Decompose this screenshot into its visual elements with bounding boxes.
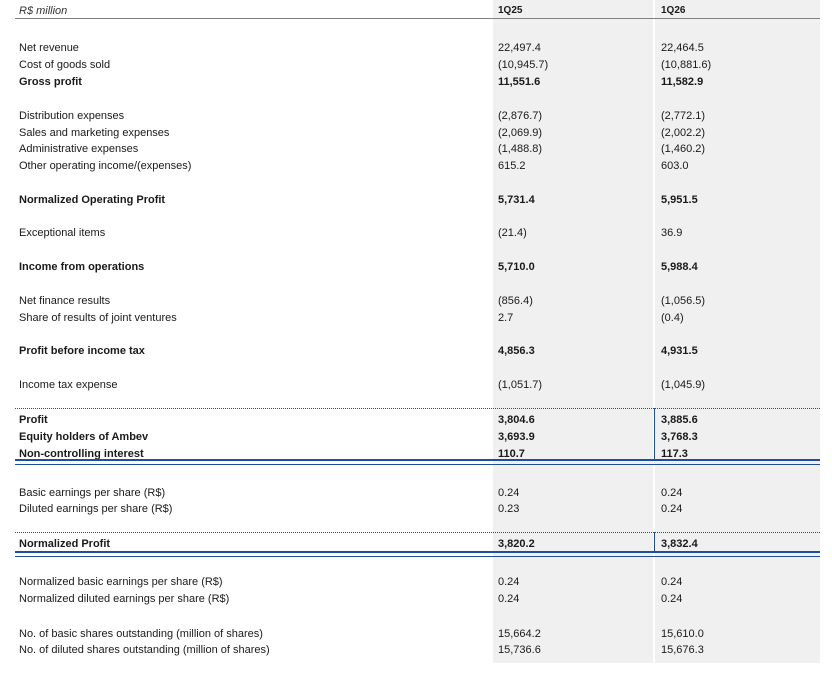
row-value-1q25: 4,856.3 <box>498 345 535 357</box>
row-value-1q25: 615.2 <box>498 160 526 172</box>
row-value-1q26: 0.24 <box>661 487 683 499</box>
row-value-1q25: 0.24 <box>498 487 520 499</box>
row-value-1q25: 2.7 <box>498 312 514 324</box>
row-value-1q26: (2,772.1) <box>661 110 706 122</box>
row-value-1q26: 4,931.5 <box>661 345 698 357</box>
profit-block-bottom-border <box>15 459 820 465</box>
row-label: Normalized Profit <box>19 538 111 550</box>
row-label: Net revenue <box>19 42 79 54</box>
row-value-1q26: 0.24 <box>661 593 683 605</box>
row-label: Share of results of joint ventures <box>19 312 177 324</box>
row-label: Profit before income tax <box>19 345 145 357</box>
row-value-1q26: 5,951.5 <box>661 194 698 206</box>
row-value-1q25: 11,551.6 <box>498 76 541 88</box>
row-value-1q26: 11,582.9 <box>661 76 704 88</box>
row-value-1q26: 36.9 <box>661 227 683 239</box>
row-label: No. of diluted shares outstanding (million of shares) <box>19 644 270 656</box>
row-value-1q26: 3,832.4 <box>661 538 698 550</box>
row-value-1q26: 3,768.3 <box>661 431 698 443</box>
row-value-1q25: (10,945.7) <box>498 59 549 71</box>
row-value-1q26: 117.3 <box>661 448 688 460</box>
row-value-1q25: 5,731.4 <box>498 194 535 206</box>
row-value-1q26: 15,610.0 <box>661 628 704 640</box>
row-label: Administrative expenses <box>19 143 139 155</box>
column-header-1q25: 1Q25 <box>498 5 523 16</box>
row-label: Cost of goods sold <box>19 59 111 71</box>
row-value-1q25: 0.24 <box>498 576 520 588</box>
row-value-1q26: (2,002.2) <box>661 127 706 139</box>
column-1q25-background <box>493 0 653 663</box>
row-value-1q26: 603.0 <box>661 160 689 172</box>
row-value-1q25: 5,710.0 <box>498 261 535 273</box>
row-label: Income tax expense <box>19 379 118 391</box>
row-value-1q25: 15,664.2 <box>498 628 541 640</box>
row-value-1q25: (21.4) <box>498 227 527 239</box>
row-label: Profit <box>19 414 48 426</box>
normalized-profit-bottom-border <box>15 551 820 557</box>
row-value-1q26: 0.24 <box>661 503 683 515</box>
row-value-1q25: 3,820.2 <box>498 538 535 550</box>
row-value-1q26: (1,056.5) <box>661 295 706 307</box>
row-value-1q25: 22,497.4 <box>498 42 541 54</box>
column-separator <box>654 532 655 552</box>
column-1q26-background <box>655 0 820 663</box>
column-separator <box>654 408 655 460</box>
row-value-1q25: 15,736.6 <box>498 644 541 656</box>
row-label: Sales and marketing expenses <box>19 127 170 139</box>
row-label: Normalized diluted earnings per share (R$) <box>19 593 230 605</box>
row-value-1q25: 110.7 <box>498 448 525 460</box>
row-value-1q25: (1,051.7) <box>498 379 543 391</box>
row-value-1q26: 3,885.6 <box>661 414 698 426</box>
row-value-1q26: 15,676.3 <box>661 644 704 656</box>
row-value-1q25: 0.23 <box>498 503 520 515</box>
unit-label: R$ million <box>19 5 68 17</box>
row-value-1q26: 5,988.4 <box>661 261 698 273</box>
row-value-1q25: (2,069.9) <box>498 127 543 139</box>
row-value-1q25: 3,693.9 <box>498 431 535 443</box>
row-value-1q26: (0.4) <box>661 312 684 324</box>
row-value-1q26: 0.24 <box>661 576 683 588</box>
header-divider <box>15 18 820 19</box>
row-value-1q25: (2,876.7) <box>498 110 543 122</box>
row-value-1q26: 22,464.5 <box>661 42 704 54</box>
row-label: Other operating income/(expenses) <box>19 160 192 172</box>
row-label: Exceptional items <box>19 227 106 239</box>
row-label: No. of basic shares outstanding (million of shares) <box>19 628 263 640</box>
normalized-profit-top-border <box>15 532 820 533</box>
row-label: Diluted earnings per share (R$) <box>19 503 173 515</box>
row-value-1q25: 3,804.6 <box>498 414 535 426</box>
profit-block-top-border <box>15 408 820 409</box>
row-label: Income from operations <box>19 261 145 273</box>
column-header-1q26: 1Q26 <box>661 5 686 16</box>
row-value-1q26: (10,881.6) <box>661 59 712 71</box>
row-label: Gross profit <box>19 76 82 88</box>
row-value-1q26: (1,460.2) <box>661 143 706 155</box>
row-label: Net finance results <box>19 295 111 307</box>
row-label: Normalized basic earnings per share (R$) <box>19 576 223 588</box>
row-value-1q25: (1,488.8) <box>498 143 543 155</box>
row-label: Normalized Operating Profit <box>19 194 166 206</box>
row-value-1q25: 0.24 <box>498 593 520 605</box>
row-label: Non-controlling interest <box>19 448 144 460</box>
row-label: Basic earnings per share (R$) <box>19 487 166 499</box>
row-value-1q25: (856.4) <box>498 295 533 307</box>
row-label: Equity holders of Ambev <box>19 431 149 443</box>
row-label: Distribution expenses <box>19 110 125 122</box>
row-value-1q26: (1,045.9) <box>661 379 706 391</box>
